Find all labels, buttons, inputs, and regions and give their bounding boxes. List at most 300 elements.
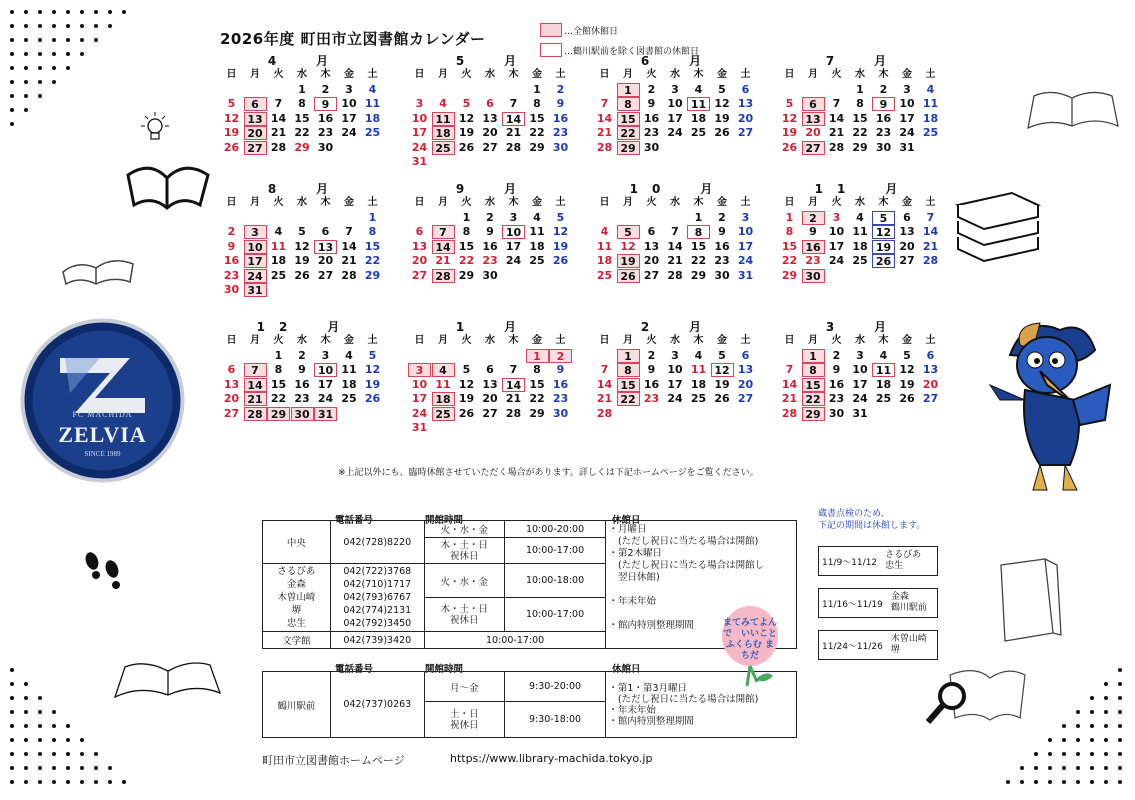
day-cell: 2 — [321, 82, 330, 96]
day-cell: 12 — [711, 363, 734, 377]
day-cell: 28 — [667, 268, 683, 282]
open-book-icon — [58, 242, 138, 290]
day-cell: 22 — [458, 254, 475, 267]
day-cell: 4 — [694, 82, 703, 96]
day-cell: 30 — [714, 268, 730, 282]
day-cell: 27 — [922, 392, 939, 405]
weekday-header: 日 — [414, 335, 425, 346]
day-cell: 7 — [432, 225, 455, 239]
day-cell: 12 — [364, 363, 381, 376]
day-cell: 18 — [341, 377, 357, 391]
cell-branch-names: さるびあ 金森 木曽山崎 堺 忠生 — [263, 564, 331, 632]
day-cell: 14 — [596, 377, 613, 391]
day-cell: 13 — [643, 239, 660, 253]
badge-text: まてみてよんで いいこと ふくらむ まちだ — [723, 618, 778, 661]
day-cell: 8 — [617, 97, 640, 111]
day-cell: 18 — [690, 111, 707, 125]
day-cell: 25 — [529, 254, 545, 267]
day-cell: 30 — [291, 407, 314, 421]
day-cell: 18 — [690, 377, 707, 391]
day-cell: 15 — [852, 111, 868, 125]
day-cell: 11 — [435, 377, 451, 391]
day-cell: 9 — [227, 239, 236, 253]
day-cell: 25 — [364, 126, 381, 139]
day-cell: 3 — [903, 82, 911, 96]
legend-label: …鶴川駅前を除く図書館の休館日 — [564, 46, 700, 57]
day-cell: 8 — [687, 225, 710, 239]
day-cell: 30 — [643, 140, 660, 154]
day-cell: 13 — [482, 377, 498, 391]
day-cell: 28 — [341, 268, 357, 282]
logo-since: SINCE 1989 — [84, 450, 121, 458]
weekday-header: 火 — [461, 197, 472, 208]
inventory-libraries: 木曽山崎 堺 — [890, 634, 927, 655]
day-cell: 23 — [317, 126, 334, 139]
day-cell: 23 — [294, 392, 310, 405]
weekday-header: 土 — [740, 335, 751, 346]
cell-central-name: 中央 — [263, 521, 331, 564]
day-cell: 20 — [737, 377, 754, 391]
day-cell: 4 — [533, 210, 541, 224]
day-cell: 30 — [552, 406, 569, 420]
day-cell: 25 — [690, 392, 707, 405]
day-cell: 30 — [317, 140, 334, 154]
day-cell: 21 — [828, 126, 845, 139]
day-cell: 28 — [781, 406, 798, 420]
month-title: 3 月 — [825, 320, 901, 334]
day-cell: 26 — [872, 254, 895, 268]
day-cell: 16 — [294, 377, 310, 391]
day-cell: 9 — [647, 97, 656, 110]
weekday-header: 水 — [297, 69, 307, 80]
table1-header-phone: 電話番号 — [335, 515, 374, 526]
day-cell: 13 — [922, 363, 939, 376]
day-cell: 18 — [875, 377, 892, 391]
day-cell: 28 — [596, 140, 613, 154]
day-cell: 4 — [879, 348, 888, 362]
inventory-period: 11/9～11/12 — [822, 557, 878, 568]
day-cell: 29 — [852, 140, 868, 154]
day-cell: 12 — [781, 111, 798, 125]
weekday-header: 水 — [485, 197, 495, 208]
day-cell: 27 — [899, 254, 915, 267]
day-cell: 26 — [223, 140, 240, 154]
day-cell: 5 — [227, 97, 236, 110]
day-cell: 4 — [368, 82, 377, 96]
day-cell: 27 — [737, 126, 754, 139]
day-cell: 4 — [274, 225, 283, 238]
day-cell: 26 — [458, 140, 475, 154]
weekday-header: 土 — [925, 69, 936, 80]
day-cell: 19 — [781, 126, 798, 139]
weekday-header: 木 — [878, 197, 889, 208]
day-cell: 2 — [549, 349, 572, 363]
day-cell: 14 — [667, 239, 683, 253]
day-cell: 28 — [432, 269, 455, 283]
day-cell: 9 — [314, 97, 337, 111]
weekday-header: 木 — [693, 69, 704, 80]
day-cell: 25 — [875, 392, 892, 405]
weekday-header: 月 — [808, 69, 818, 80]
day-cell: 20 — [317, 254, 334, 267]
weekday-header: 火 — [831, 335, 842, 346]
day-cell: 8 — [462, 225, 471, 238]
weekday-header: 土 — [367, 69, 378, 80]
cell-central-hours2: 10:00-17:00 — [504, 538, 606, 564]
weekday-header: 金 — [532, 69, 542, 80]
day-cell: 17 — [667, 377, 683, 391]
day-cell: 27 — [244, 141, 267, 155]
day-cell: 5 — [617, 225, 640, 239]
day-cell: 30 — [802, 269, 825, 283]
weekday-header: 日 — [784, 335, 795, 346]
day-cell: 11 — [364, 97, 381, 110]
day-cell: 3 — [244, 225, 267, 239]
day-cell: 11 — [922, 97, 939, 110]
weekday-header: 水 — [855, 335, 865, 346]
month-title: 7 月 — [825, 54, 901, 68]
weekday-header: 木 — [693, 335, 704, 346]
day-cell: 10 — [244, 240, 267, 254]
day-cell: 14 — [502, 112, 525, 126]
weekday-header: 月 — [250, 335, 260, 346]
weekday-header: 月 — [623, 69, 633, 80]
day-cell: 14 — [922, 225, 939, 238]
weekday-header: 土 — [555, 335, 566, 346]
weekday-header: 月 — [808, 197, 818, 208]
day-cell: 19 — [552, 239, 569, 253]
day-cell: 2 — [298, 348, 306, 362]
day-cell: 9 — [647, 363, 656, 376]
day-cell: 5 — [462, 363, 471, 376]
day-cell: 12 — [223, 111, 240, 125]
day-cell: 6 — [741, 348, 750, 362]
weekday-header: 火 — [646, 197, 657, 208]
day-cell: 27 — [223, 406, 240, 420]
day-cell: 12 — [620, 239, 636, 253]
day-cell: 22 — [852, 126, 868, 139]
weekday-header: 木 — [508, 335, 519, 346]
day-cell: 6 — [321, 225, 330, 238]
weekday-header: 日 — [599, 197, 610, 208]
month-title: 2 月 — [640, 320, 716, 334]
cell-branch-phones: 042(722)3768 042(710)1717 042(793)6767 042(774)2131 042(792)3450 — [330, 564, 424, 632]
day-cell: 10 — [411, 111, 428, 125]
weekday-header: 土 — [740, 197, 751, 208]
cell-branch-days1: 火・水・金 — [424, 564, 504, 598]
day-cell: 17 — [317, 377, 334, 391]
day-cell: 12 — [458, 111, 475, 125]
day-cell: 25 — [690, 126, 707, 139]
weekday-header: 水 — [670, 69, 680, 80]
inventory-box-3 — [818, 630, 938, 660]
day-cell: 31 — [899, 140, 915, 154]
day-cell: 13 — [802, 112, 825, 126]
day-cell: 25 — [341, 392, 357, 405]
day-cell: 7 — [509, 363, 518, 376]
month-title: 5 月 — [455, 54, 531, 68]
day-cell: 31 — [244, 283, 267, 297]
day-cell: 3 — [671, 348, 679, 362]
day-cell: 20 — [223, 392, 240, 405]
day-cell: 22 — [690, 254, 707, 267]
day-cell: 15 — [458, 239, 475, 253]
weekday-header: 水 — [297, 335, 307, 346]
day-cell: 4 — [345, 348, 353, 362]
day-cell: 14 — [270, 111, 287, 125]
weekday-header: 金 — [344, 69, 354, 80]
day-cell: 26 — [458, 406, 475, 420]
day-cell: 9 — [486, 225, 494, 238]
cell-tsurukawa-hours1: 9:30-20:00 — [504, 672, 606, 702]
day-cell: 11 — [270, 239, 287, 253]
weekday-header: 金 — [902, 69, 912, 80]
day-cell: 17 — [852, 377, 868, 391]
day-cell: 23 — [552, 392, 569, 405]
cell-bunko-hours: 10:00-17:00 — [424, 632, 606, 649]
day-cell: 13 — [244, 112, 267, 126]
day-cell: 2 — [802, 211, 825, 225]
weekday-header: 日 — [226, 69, 237, 80]
day-cell: 16 — [552, 377, 569, 391]
weekday-header: 日 — [414, 197, 425, 208]
day-cell: 12 — [552, 225, 569, 238]
day-cell: 4 — [439, 97, 447, 110]
weekday-header: 金 — [344, 197, 354, 208]
weekday-header: 金 — [717, 69, 727, 80]
day-cell: 24 — [667, 126, 683, 139]
day-cell: 5 — [556, 210, 565, 224]
day-cell: 12 — [872, 225, 895, 239]
day-cell: 23 — [805, 254, 821, 267]
day-cell: 29 — [690, 268, 707, 282]
day-cell: 18 — [270, 254, 287, 267]
weekday-header: 土 — [925, 335, 936, 346]
day-cell: 16 — [714, 239, 730, 253]
day-cell: 19 — [458, 126, 475, 139]
day-cell: 26 — [899, 392, 915, 405]
weekday-header: 月 — [250, 69, 260, 80]
cell-bunko-phone: 042(739)3420 — [330, 632, 424, 649]
day-cell: 25 — [852, 254, 868, 267]
month-title: 12 月 — [256, 320, 354, 334]
closed-book-icon — [995, 555, 1065, 645]
day-cell: 7 — [671, 225, 679, 238]
weekday-header: 水 — [855, 197, 865, 208]
day-cell: 9 — [832, 363, 841, 376]
day-cell: 1 — [785, 210, 794, 224]
day-cell: 31 — [852, 406, 868, 420]
day-cell: 16 — [223, 254, 240, 267]
day-cell: 26 — [552, 254, 569, 267]
day-cell: 15 — [690, 239, 707, 253]
day-cell: 29 — [294, 140, 310, 154]
day-cell: 18 — [432, 126, 455, 140]
table1-header-hours: 開館時間 — [425, 515, 464, 526]
day-cell: 21 — [596, 126, 613, 139]
day-cell: 7 — [832, 97, 841, 110]
day-cell: 1 — [274, 348, 283, 362]
day-cell: 22 — [270, 392, 287, 405]
weekday-header: 月 — [250, 197, 260, 208]
weekday-header: 土 — [925, 197, 936, 208]
day-cell: 19 — [714, 111, 730, 125]
day-cell: 19 — [458, 392, 475, 405]
day-cell: 25 — [432, 141, 455, 155]
day-cell: 7 — [509, 97, 518, 110]
day-cell: 24 — [317, 392, 334, 405]
day-cell: 14 — [781, 377, 798, 391]
day-cell: 14 — [341, 239, 357, 253]
open-book-icon — [1020, 78, 1125, 143]
legend-item-all-closed — [540, 20, 699, 40]
day-cell: 20 — [244, 126, 267, 140]
day-cell: 16 — [552, 111, 569, 125]
weekday-header: 土 — [740, 69, 751, 80]
table2-header-closed: 休館日 — [612, 664, 641, 675]
day-cell: 7 — [600, 97, 609, 110]
day-cell: 4 — [856, 210, 864, 224]
day-cell: 18 — [364, 111, 381, 125]
day-cell: 20 — [737, 111, 754, 125]
day-cell: 15 — [529, 111, 545, 125]
day-cell: 23 — [223, 268, 240, 282]
day-cell: 15 — [364, 239, 381, 253]
day-cell: 24 — [899, 126, 915, 139]
day-cell: 15 — [617, 112, 640, 126]
day-cell: 10 — [314, 363, 337, 377]
day-cell: 25 — [270, 268, 287, 282]
day-cell: 7 — [244, 363, 267, 377]
day-cell: 30 — [828, 406, 845, 420]
day-cell: 6 — [415, 225, 424, 238]
day-cell: 8 — [802, 363, 825, 377]
weekday-header: 火 — [461, 69, 472, 80]
day-cell: 31 — [411, 155, 428, 168]
day-cell: 21 — [781, 392, 798, 405]
day-cell: 12 — [714, 97, 730, 110]
weekday-header: 木 — [878, 335, 889, 346]
weekday-header: 金 — [717, 197, 727, 208]
day-cell: 20 — [805, 126, 821, 139]
day-cell: 27 — [317, 268, 334, 282]
day-cell: 24 — [411, 406, 428, 420]
day-cell: 16 — [643, 377, 660, 391]
day-cell: 2 — [832, 348, 841, 362]
day-cell: 24 — [411, 140, 428, 154]
day-cell: 5 — [298, 225, 306, 238]
day-cell: 20 — [411, 254, 428, 267]
day-cell: 5 — [368, 348, 377, 362]
day-cell: 27 — [737, 392, 754, 405]
weekday-header: 金 — [532, 335, 542, 346]
day-cell: 22 — [529, 126, 545, 139]
day-cell: 25 — [596, 268, 613, 282]
day-cell: 12 — [294, 239, 310, 253]
weekday-header: 土 — [555, 69, 566, 80]
month-title: 1 月 — [455, 320, 531, 334]
day-cell: 31 — [314, 407, 337, 421]
open-book-icon — [120, 150, 215, 215]
homepage-link[interactable]: https://www.library-machida.tokyo.jp — [450, 752, 653, 765]
page-title: 2026年度 町田市立図書館カレンダー — [220, 30, 486, 48]
day-cell: 11 — [687, 97, 710, 111]
day-cell: 21 — [922, 239, 939, 253]
day-cell: 6 — [741, 82, 750, 96]
day-cell: 19 — [364, 377, 381, 391]
day-cell: 9 — [298, 363, 306, 376]
weekday-header: 月 — [623, 197, 633, 208]
day-cell: 28 — [922, 254, 939, 267]
day-cell: 14 — [596, 111, 613, 125]
day-cell: 5 — [872, 211, 895, 225]
day-cell: 26 — [714, 126, 730, 139]
day-cell: 16 — [875, 111, 892, 125]
day-cell: 13 — [482, 111, 498, 125]
day-cell: 21 — [244, 392, 267, 406]
weekday-header: 金 — [902, 197, 912, 208]
weekday-header: 水 — [855, 69, 865, 80]
day-cell: 14 — [502, 378, 525, 392]
day-cell: 13 — [223, 377, 240, 391]
day-cell: 27 — [411, 268, 428, 282]
day-cell: 27 — [482, 140, 498, 154]
table2-header-hours: 開館時間 — [425, 664, 464, 675]
zelvia-logo — [20, 318, 185, 483]
day-cell: 9 — [556, 97, 565, 110]
day-cell: 5 — [462, 97, 471, 110]
day-cell: 26 — [617, 269, 640, 283]
day-cell: 14 — [828, 111, 845, 125]
day-cell: 3 — [408, 363, 431, 377]
cell-tsurukawa-name: 鶴川駅前 — [263, 672, 331, 738]
day-cell: 2 — [718, 210, 726, 224]
weekday-header: 水 — [670, 335, 680, 346]
day-cell: 9 — [556, 363, 565, 376]
day-cell: 4 — [926, 82, 935, 96]
inventory-libraries: さるびあ 忠生 — [885, 550, 922, 571]
day-cell: 16 — [317, 111, 334, 125]
cell-tsurukawa-days2: 土・日 祝休日 — [424, 702, 504, 738]
day-cell: 19 — [714, 377, 730, 391]
day-cell: 1 — [526, 349, 549, 363]
day-cell: 8 — [533, 97, 541, 110]
day-cell: 6 — [244, 97, 267, 111]
day-cell: 23 — [643, 392, 660, 405]
day-cell: 3 — [415, 97, 424, 110]
day-cell: 21 — [667, 254, 683, 267]
day-cell: 15 — [781, 239, 798, 253]
day-cell: 31 — [411, 421, 428, 434]
day-cell: 16 — [802, 240, 825, 254]
day-cell: 2 — [647, 82, 656, 96]
day-cell: 2 — [879, 82, 888, 96]
day-cell: 6 — [647, 225, 656, 238]
closed-rule-special: ・館内特別整理期間 — [608, 620, 694, 631]
day-cell: 16 — [643, 111, 660, 125]
weekday-header: 土 — [367, 335, 378, 346]
weekday-header: 木 — [693, 197, 704, 208]
day-cell: 30 — [875, 140, 892, 154]
cell-central-phone: 042(728)8220 — [330, 521, 424, 564]
day-cell: 25 — [922, 126, 939, 139]
day-cell: 3 — [509, 210, 518, 224]
day-cell: 24 — [852, 392, 868, 405]
day-cell: 22 — [617, 126, 640, 140]
weekday-header: 日 — [414, 69, 425, 80]
day-cell: 8 — [274, 363, 283, 376]
day-cell: 27 — [643, 268, 660, 282]
